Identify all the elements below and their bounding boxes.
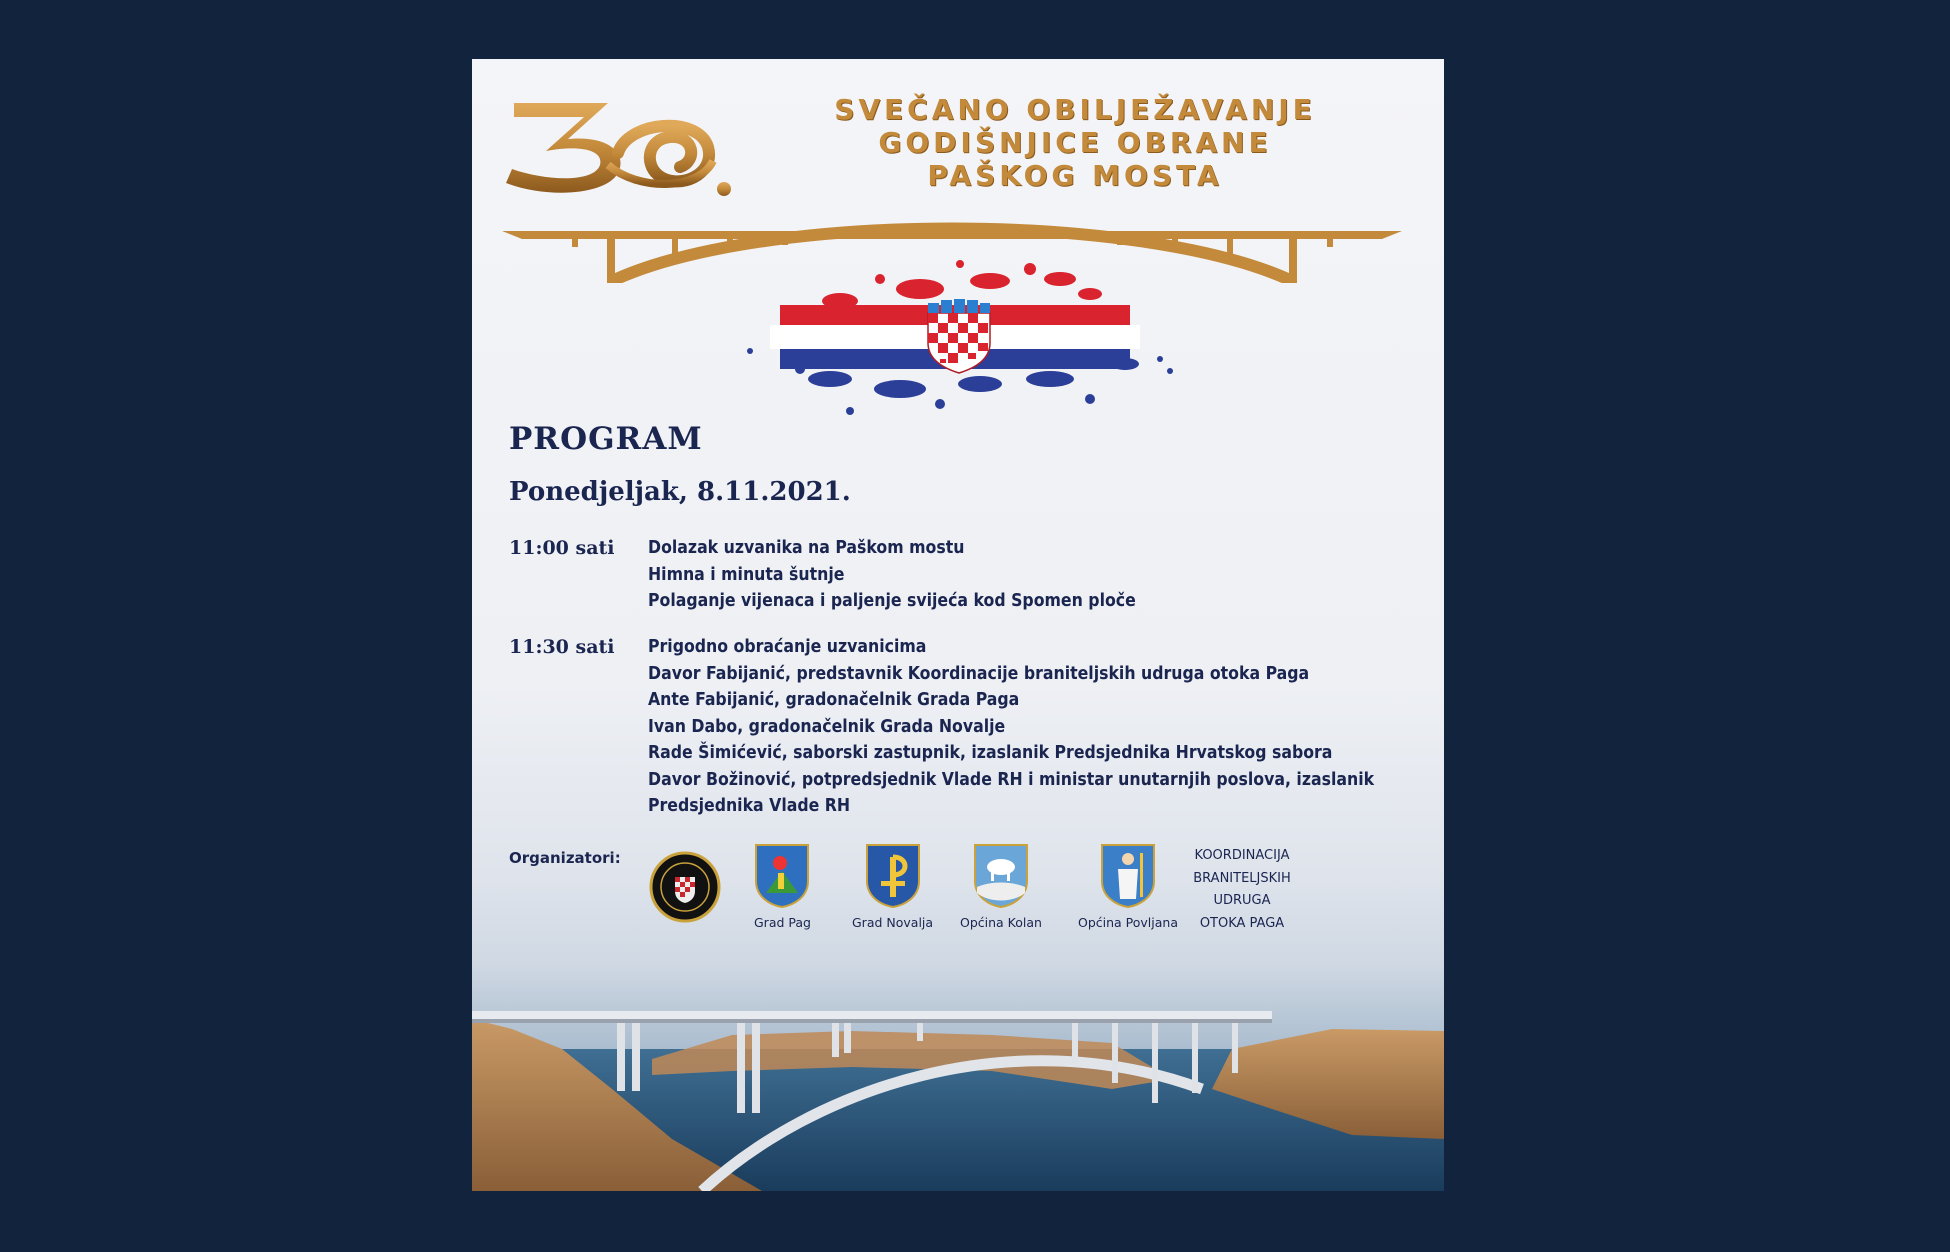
logo-opcina-kolan: [960, 843, 1042, 930]
title-line-1: SVEČANO OBILJEŽAVANJE: [834, 93, 1316, 126]
koordinacija-line: UDRUGA: [1213, 893, 1271, 908]
schedule-item: Ivan Dabo, gradonačelnik Grada Novalje: [648, 716, 1006, 737]
koordinacija-line: OTOKA PAGA: [1199, 915, 1285, 931]
program-heading: PROGRAM: [509, 421, 703, 457]
logo-caption: Općina Povljana: [1078, 915, 1178, 930]
logo-caption: Općina Kolan: [960, 915, 1042, 930]
koordinacija-text: [1172, 845, 1312, 935]
anniversary-30-logo: [498, 91, 738, 201]
schedule-item: Rade Šimićević, saborski zastupnik, izaslanik Predsjednika Hrvatskog sabora: [648, 743, 1333, 763]
schedule-item: Himna i minuta šutnje: [648, 564, 845, 585]
schedule-item: Predsjednika Vlade RH: [648, 796, 851, 816]
schedule-item: Davor Božinović, potpredsjednik Vlade RH i ministar unutarnjih poslova, izaslanik: [648, 769, 1375, 790]
grad-novalja-coat-of-arms-icon: [865, 843, 921, 909]
opcina-kolan-coat-of-arms-icon: [973, 843, 1029, 909]
croatian-flag-splash: [730, 239, 1190, 419]
program-date: Ponedjeljak, 8.11.2021.: [509, 477, 851, 507]
schedule-item: Polaganje vijenaca i paljenje svijeća kod Spomen ploče: [648, 591, 1136, 611]
pag-bridge-photo: [472, 939, 1444, 1191]
grad-pag-coat-of-arms-icon: [754, 843, 810, 909]
schedule-item: Ante Fabijanić, gradonačelnik Grada Paga: [648, 690, 1020, 710]
schedule-item: Dolazak uzvanika na Paškom mostu: [648, 538, 965, 558]
schedule-time: 11:00 sati: [509, 537, 615, 559]
title-line-3: PAŠKOG MOSTA: [927, 159, 1223, 192]
hvidra-emblem-icon: [649, 843, 721, 929]
logo-grad-novalja: [852, 843, 933, 930]
title-line-2: GODIŠNJICE OBRANE: [878, 126, 1272, 159]
hvidra-emblem: [649, 843, 721, 933]
logo-opcina-povljana: [1078, 843, 1178, 930]
koordinacija-line: BRANITELJSKIH: [1193, 870, 1291, 886]
logo-grad-pag: [754, 843, 811, 930]
opcina-povljana-coat-of-arms-icon: [1100, 843, 1156, 909]
logo-caption: Grad Pag: [754, 915, 811, 930]
event-title: [730, 93, 1420, 192]
event-poster: [472, 59, 1444, 1191]
logo-caption: Grad Novalja: [852, 915, 934, 930]
schedule-item: Prigodno obraćanje uzvanicima: [648, 637, 927, 657]
schedule-item: Davor Fabijanić, predstavnik Koordinacije braniteljskih udruga otoka Paga: [648, 663, 1310, 684]
organizers-label: Organizatori:: [509, 849, 621, 867]
koordinacija-line: KOORDINACIJA: [1194, 848, 1290, 863]
schedule-time: 11:30 sati: [509, 636, 615, 658]
